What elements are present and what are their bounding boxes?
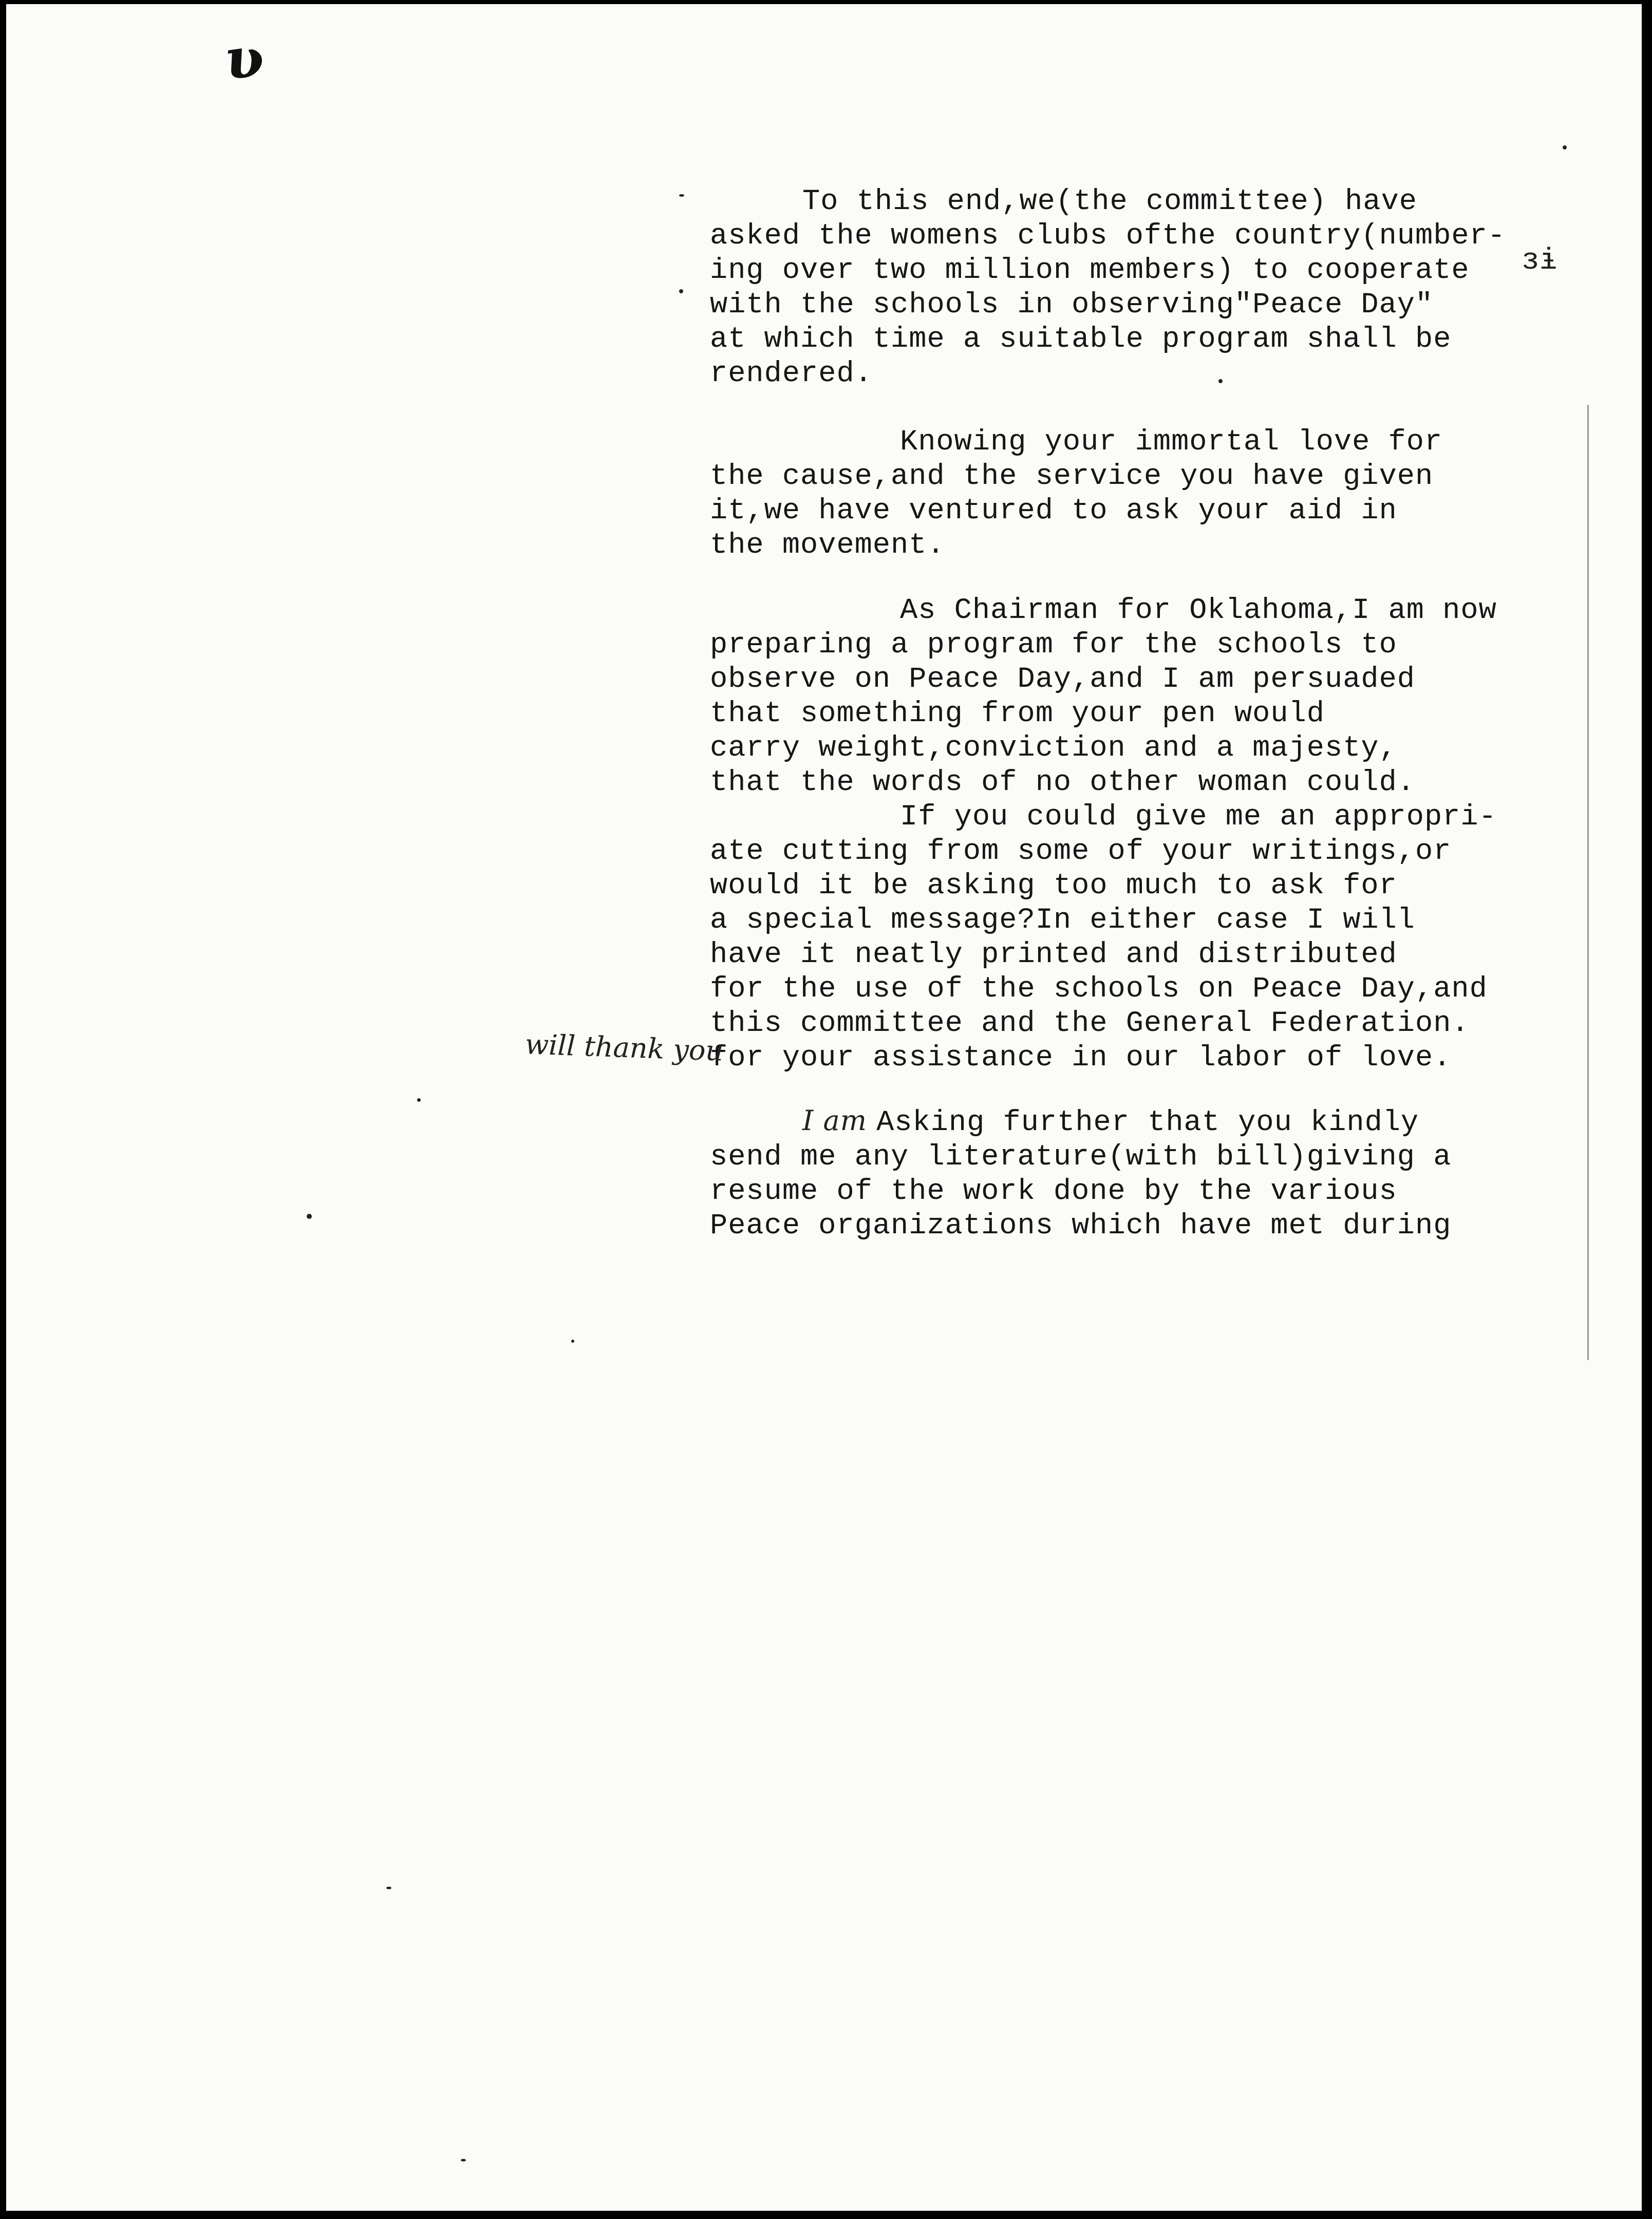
page-edge-rule	[1587, 405, 1589, 1360]
scan-speck	[571, 1340, 574, 1343]
scan-speck	[461, 2159, 466, 2161]
handwritten-corner-mark: ʋ	[220, 22, 268, 93]
letter-body-paragraph-4: I am Asking further that you kindly send me any literature(with bill)giving a resume of the work done by the various Peace organizations which have met during	[710, 1104, 1452, 1243]
letter-body-paragraph-2: Knowing your immortal love for the cause,and the service you have given it,we have ventured to ask your aid in the movement.	[710, 426, 1443, 562]
scan-speck	[307, 1214, 312, 1219]
letter-body-paragraph-1: To this end,we(the committee) have asked the womens clubs ofthe country(number- ing over two million members) to cooperate with the schools in observing"Peace Day" at which time a suitable program shall be rendered.	[710, 185, 1506, 390]
scan-speck	[679, 289, 683, 293]
struck-out-text: ɜɨ	[1522, 245, 1557, 278]
letter-page	[6, 4, 1642, 2211]
scan-speck	[386, 1887, 391, 1889]
handwritten-margin-note: will thank you	[524, 1028, 724, 1067]
handwritten-insertion: I am	[802, 1104, 877, 1137]
scan-speck	[1563, 145, 1567, 149]
scan-speck	[417, 1098, 421, 1102]
letter-body-paragraph-3: As Chairman for Oklahoma,I am now preparing a program for the schools to observe on Peace Day,and I am persuaded that something from your pen would carry weight,conviction and a majesty, that the words of no other woman could. If you could give me an appropri- ate cutting from some of your writings,or would it be asking too much to ask for a special message?In either case I will have it neatly printed and distributed for the use of the schools on Peace Day,and this committee and the General Federation. for your assistance in our labor of love.	[710, 594, 1497, 1075]
scan-speck	[679, 194, 684, 197]
